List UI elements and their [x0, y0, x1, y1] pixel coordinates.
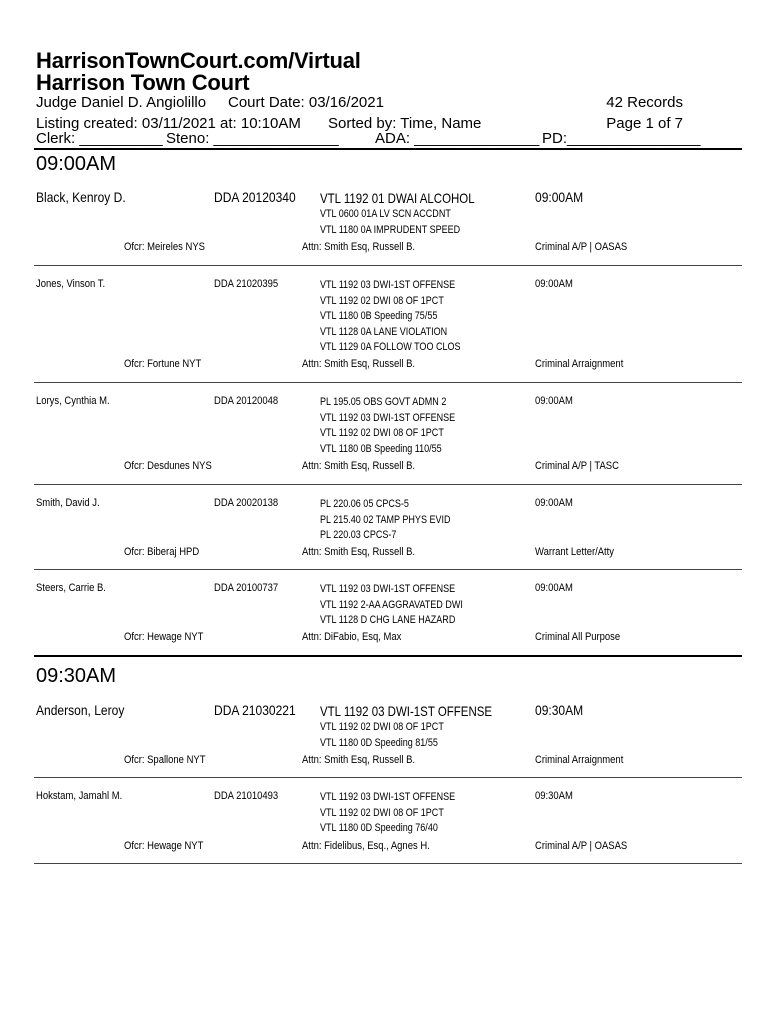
court-name: Harrison Town Court [36, 70, 250, 95]
charge: VTL 1180 0D Speeding 76/40 [320, 822, 438, 835]
charge: VTL 1180 0B Speeding 75/55 [320, 310, 438, 323]
docket-number: DDA 21030221 [214, 702, 296, 718]
charge-list [320, 278, 491, 356]
charge-list [320, 582, 494, 629]
charge-list [320, 703, 530, 751]
case-time: 09:30AM [535, 702, 584, 718]
defendant-name: Lorys, Cynthia M. [36, 395, 110, 407]
defendant-name: Black, Kenroy D. [36, 189, 126, 205]
case-type: Criminal All Purpose [535, 631, 621, 643]
time-slot-heading: 09:30AM [36, 665, 117, 687]
case-time: 09:00AM [535, 497, 573, 509]
charge: PL 195.05 OBS GOVT ADMN 2 [320, 396, 447, 408]
docket-number: DDA 21010493 [214, 790, 279, 802]
charge: VTL 1192 02 DWI 08 OF 1PCT [320, 427, 444, 440]
clerk-field: Clerk: __________ [36, 130, 163, 147]
charge: VTL 1192 01 DWAI ALCOHOL [320, 190, 475, 206]
officer: Ofcr: Spallone NYT [124, 754, 206, 766]
header-divider [34, 148, 742, 150]
officer: Ofcr: Meireles NYS [124, 241, 205, 253]
case-type: Criminal Arraignment [535, 754, 624, 766]
steno-field: Steno: _______________ [166, 130, 339, 147]
records-count: 42 Records [606, 94, 683, 111]
attorney: Attn: Smith Esq, Russell B. [302, 241, 416, 253]
case-divider [34, 569, 742, 570]
charge: VTL 1192 2-AA AGGRAVATED DWI [320, 598, 463, 611]
case-type: Criminal A/P | OASAS [535, 241, 628, 253]
charge: VTL 1180 0B Speeding 110/55 [320, 442, 442, 455]
charge: VTL 1192 02 DWI 08 OF 1PCT [320, 806, 444, 819]
charge: VTL 1128 D CHG LANE HAZARD [320, 614, 456, 627]
case-type: Criminal A/P | OASAS [535, 840, 628, 852]
case-divider [34, 265, 742, 266]
officer: Ofcr: Fortune NYT [124, 358, 202, 370]
attorney: Attn: Fidelibus, Esq., Agnes H. [302, 840, 430, 852]
officer: Ofcr: Desdunes NYS [124, 460, 212, 472]
case-divider [34, 777, 742, 778]
charge: VTL 1192 02 DWI 08 OF 1PCT [320, 721, 444, 733]
attorney: Attn: Smith Esq, Russell B. [302, 358, 416, 370]
time-slot-heading: 09:00AM [36, 153, 117, 175]
attorney: Attn: Smith Esq, Russell B. [302, 460, 416, 472]
case-divider [34, 484, 742, 485]
case-divider [34, 863, 742, 864]
case-type: Criminal A/P | TASC [535, 460, 619, 472]
case-time: 09:30AM [535, 790, 573, 802]
charge: VTL 1192 03 DWI-1ST OFFENSE [320, 583, 456, 595]
case-time: 09:00AM [535, 278, 573, 290]
defendant-name: Hokstam, Jamahl M. [36, 790, 123, 802]
page-number: Page 1 of 7 [606, 115, 683, 132]
charge: VTL 1180 0A IMPRUDENT SPEED [320, 223, 461, 236]
court-date: Court Date: 03/16/2021 [228, 94, 384, 111]
charge: PL 215.40 02 TAMP PHYS EVID [320, 513, 451, 526]
charge: VTL 1192 03 DWI-1ST OFFENSE [320, 411, 456, 424]
defendant-name: Smith, David J. [36, 497, 100, 509]
defendant-name: Steers, Carrie B. [36, 582, 106, 594]
charge: VTL 1180 0D Speeding 81/55 [320, 736, 438, 749]
case-type: Warrant Letter/Atty [535, 546, 615, 558]
docket-number: DDA 21020395 [214, 278, 279, 290]
sorted-by: Sorted by: Time, Name [328, 115, 482, 132]
case-type: Criminal Arraignment [535, 358, 624, 370]
charge: VTL 1192 03 DWI-1ST OFFENSE [320, 703, 493, 719]
case-divider [34, 382, 742, 383]
charge: VTL 1192 02 DWI 08 OF 1PCT [320, 294, 444, 307]
ada-field: ADA: _______________ [375, 130, 540, 147]
case-time: 09:00AM [535, 395, 573, 407]
case-time: 09:00AM [535, 582, 573, 594]
charge-list [320, 790, 485, 837]
slot-divider [34, 655, 742, 657]
defendant-name: Anderson, Leroy [36, 702, 125, 718]
attorney: Attn: Smith Esq, Russell B. [302, 754, 416, 766]
charge-list [320, 395, 485, 457]
listing-created: Listing created: 03/11/2021 at: 10:10AM [36, 115, 301, 132]
officer: Ofcr: Biberaj HPD [124, 546, 200, 558]
charge: VTL 1192 03 DWI-1ST OFFENSE [320, 791, 456, 803]
docket-number: DDA 20120340 [214, 189, 296, 205]
charge: VTL 1192 03 DWI-1ST OFFENSE [320, 279, 456, 291]
pd-field: PD:________________ [542, 130, 701, 147]
defendant-name: Jones, Vinson T. [36, 278, 106, 290]
officer: Ofcr: Hewage NYT [124, 840, 204, 852]
docket-number: DDA 20100737 [214, 582, 279, 594]
officer: Ofcr: Hewage NYT [124, 631, 204, 643]
attorney: Attn: Smith Esq, Russell B. [302, 546, 416, 558]
charge: VTL 1129 0A FOLLOW TOO CLOS [320, 341, 461, 354]
judge-name: Judge Daniel D. Angiolillo [36, 94, 207, 111]
site-title: HarrisonTownCourt.com/Virtual [36, 48, 361, 73]
attorney: Attn: DiFabio, Esq, Max [302, 631, 402, 643]
charge-list [320, 497, 479, 544]
charge: PL 220.06 05 CPCS-5 [320, 498, 409, 510]
docket-number: DDA 20020138 [214, 497, 279, 509]
docket-number: DDA 20120048 [214, 395, 279, 407]
case-time: 09:00AM [535, 189, 584, 205]
charge: PL 220.03 CPCS-7 [320, 529, 397, 542]
charge: VTL 1128 0A LANE VIOLATION [320, 325, 448, 338]
charge: VTL 0600 01A LV SCN ACCDNT [320, 208, 451, 220]
charge-list [320, 190, 509, 238]
